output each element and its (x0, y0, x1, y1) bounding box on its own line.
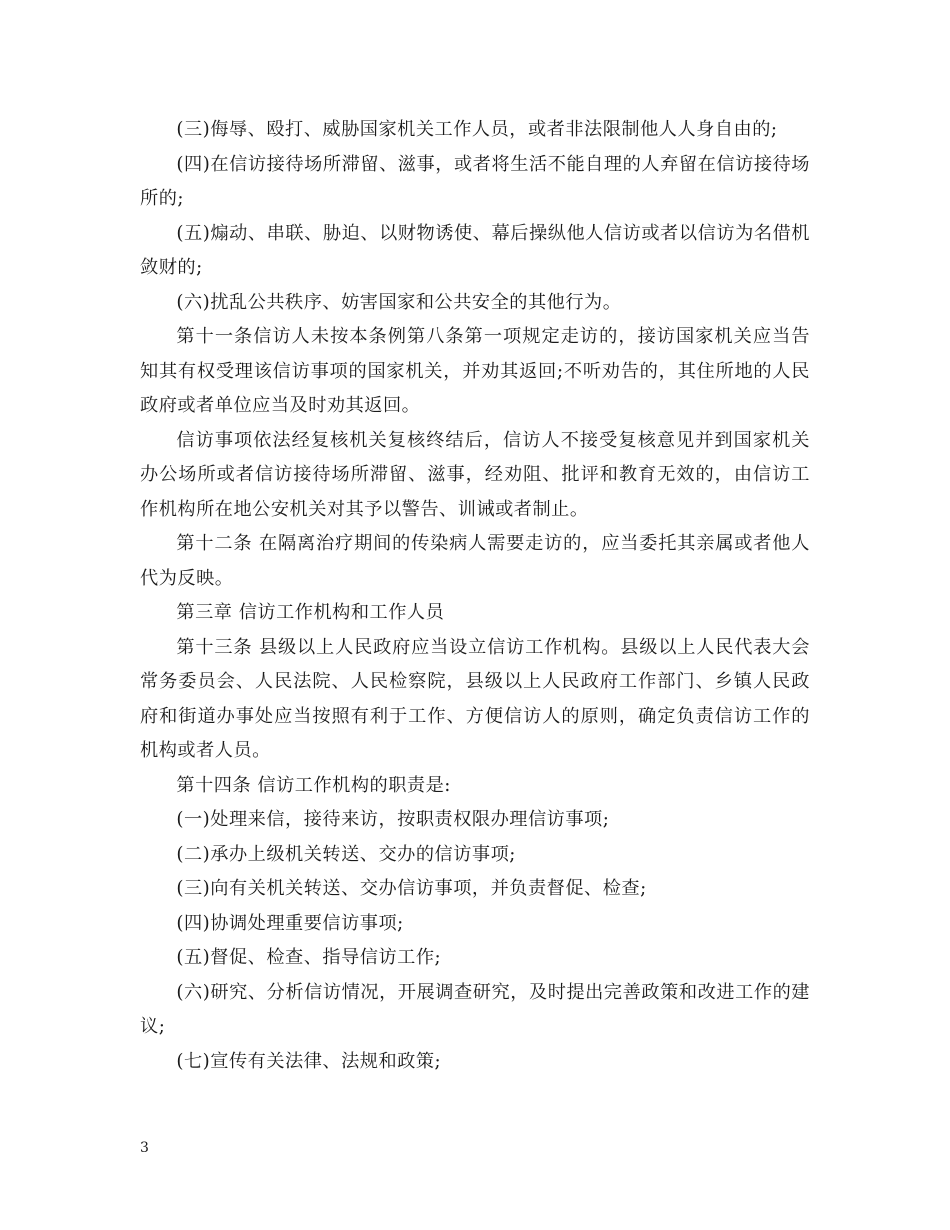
duty-item-4: (四)协调处理重要信访事项; (176, 912, 404, 934)
page-number: 3 (140, 1140, 149, 1156)
paragraph-item-6: (六)扰乱公共秩序、妨害国家和公共安全的其他行为。 (176, 291, 622, 313)
duty-item-6: (六)研究、分析信访情况，开展调查研究，及时提出完善政策和改进工作的建议; (140, 981, 810, 1037)
paragraph-article-14: 第十四条 信访工作机构的职责是: (176, 774, 451, 796)
duty-item-2: (二)承办上级机关转送、交办的信访事项; (176, 843, 516, 865)
duty-item-5: (五)督促、检查、指导信访工作; (176, 947, 442, 968)
duty-item-1: (一)处理来信，接待来访，按职责权限办理信访事项; (176, 809, 610, 830)
paragraph-item-5: (五)煽动、串联、胁迫、以财物诱使、幕后操纵他人信访或者以信访为名借机敛财的; (140, 222, 810, 278)
paragraph-item-3: (三)侮辱、殴打、威胁国家机关工作人员，或者非法限制他人人身自由的; (176, 119, 778, 140)
paragraph-article-13: 第十三条 县级以上人民政府应当设立信访工作机构。县级以上人民代表大会常务委员会、人民法院、人民检察院，县级以上人民政府工作部门、乡镇人民政府和街道办事处应当按照有利于工作、方便信访人的原则，确定负责信访工作的机构或者人员。 (140, 636, 810, 761)
paragraph-article-11: 第十一条信访人未按本条例第八条第一项规定走访的，接访国家机关应当告知其有权受理该信访事项的国家机关，并劝其返回;不听劝告的，其住所地的人民政府或者单位应当及时劝其返回。 (140, 326, 810, 416)
chapter-heading: 第三章 信访工作机构和工作人员 (176, 602, 445, 623)
document-body (140, 113, 810, 1079)
duty-item-7: (七)宣传有关法律、法规和政策; (176, 1050, 442, 1072)
paragraph-item-4: (四)在信访接待场所滞留、滋事，或者将生活不能自理的人弃留在信访接待场所的; (140, 153, 810, 209)
paragraph-article-11-cont: 信访事项依法经复核机关复核终结后，信访人不接受复核意见并到国家机关办公场所或者信访接待场所滞留、滋事，经劝阻、批评和教育无效的，由信访工作机构所在地公安机关对其予以警告、训诫或者制止。 (140, 429, 810, 520)
paragraph-article-12: 第十二条 在隔离治疗期间的传染病人需要走访的，应当委托其亲属或者他人代为反映。 (140, 533, 810, 589)
duty-item-3: (三)向有关机关转送、交办信访事项，并负责督促、检查; (176, 878, 647, 899)
